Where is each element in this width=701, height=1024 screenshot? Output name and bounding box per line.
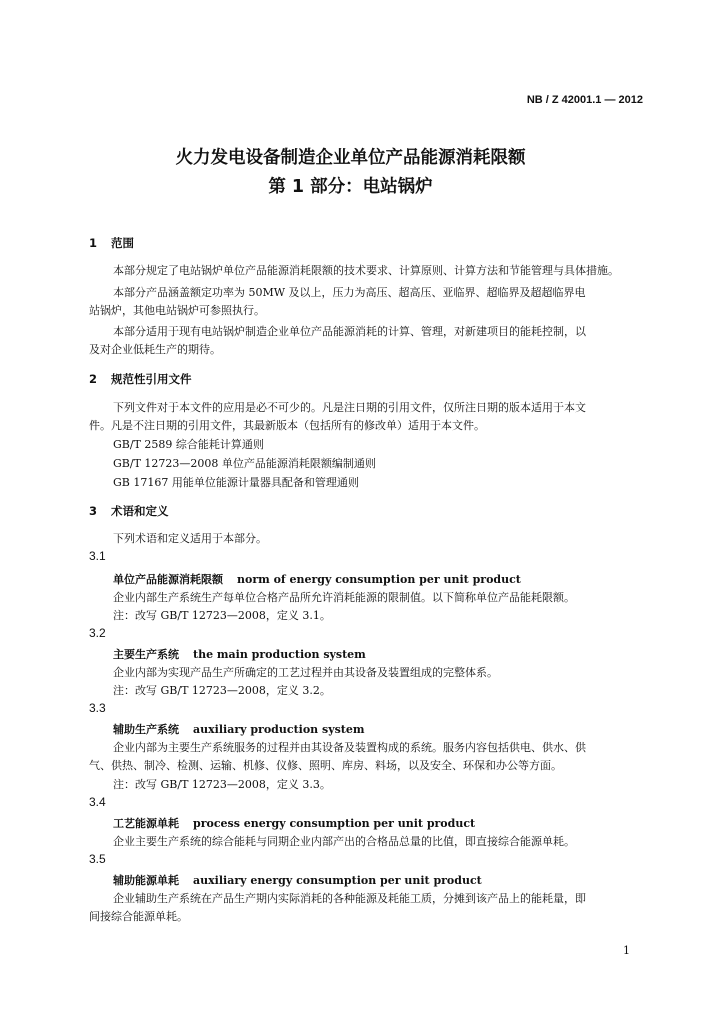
- term-definition-continuation: 间接综合能源单耗。: [89, 910, 188, 923]
- section-number: 2: [89, 372, 98, 386]
- paragraph-continuation: 件。凡是不注日期的引用文件，其最新版本（包括所有的修改单）适用于本文件。: [89, 419, 485, 432]
- paragraph: 下列文件对于本文件的应用是必不可少的。凡是注日期的引用文件，仅所注日期的版本适用于本文: [113, 401, 586, 414]
- term-heading: [113, 721, 365, 737]
- reference-item: GB/T 12723—2008 单位产品能源消耗限额编制通则: [113, 457, 376, 470]
- term-note: 注：改写 GB/T 12723—2008，定义 3.3。: [113, 778, 331, 791]
- term-en: auxiliary production system: [193, 723, 365, 736]
- term-number: 3.2: [89, 626, 106, 640]
- section-title: 规范性引用文件: [111, 372, 192, 386]
- term-en: norm of energy consumption per unit product: [237, 573, 521, 586]
- section-2-heading: [89, 371, 192, 387]
- section-title: 术语和定义: [111, 504, 169, 518]
- section-number: 3: [89, 504, 98, 518]
- term-en: the main production system: [193, 648, 366, 661]
- term-note: 注：改写 GB/T 12723—2008，定义 3.1。: [113, 609, 331, 622]
- section-title: 范围: [111, 236, 134, 250]
- reference-item: GB/T 2589 综合能耗计算通则: [113, 438, 264, 451]
- paragraph: 下列术语和定义适用于本部分。: [113, 532, 267, 545]
- section-number: 1: [89, 236, 98, 250]
- term-number: 3.4: [89, 795, 106, 809]
- paragraph-continuation: 及对企业低耗生产的期待。: [89, 343, 221, 356]
- term-number: 3.3: [89, 701, 106, 715]
- paragraph-continuation: 站锅炉，其他电站锅炉可参照执行。: [89, 304, 265, 317]
- term-definition: 企业内部为主要生产系统服务的过程并由其设备及装置构成的系统。服务内容包括供电、供水、供: [113, 741, 586, 754]
- term-number: 3.1: [89, 549, 106, 563]
- term-en: process energy consumption per unit product: [193, 817, 476, 830]
- term-cn: 辅助生产系统: [113, 723, 179, 736]
- section-3-heading: [89, 503, 169, 519]
- term-definition: 企业内部为实现产品生产所确定的工艺过程并由其设备及装置组成的完整体系。: [113, 666, 498, 679]
- term-cn: 辅助能源单耗: [113, 874, 179, 887]
- page-number: 1: [623, 944, 630, 957]
- term-definition: 企业主要生产系统的综合能耗与同期企业内部产出的合格品总量的比值，即直接综合能源单耗。: [113, 835, 575, 848]
- paragraph: 本部分规定了电站锅炉单位产品能源消耗限额的技术要求、计算原则、计算方法和节能管理与具体措施。: [113, 264, 619, 277]
- term-definition: 企业辅助生产系统在产品生产期内实际消耗的各种能源及耗能工质，分摊到该产品上的能耗量，即: [113, 892, 586, 905]
- term-heading: [113, 815, 475, 831]
- document-title-line2: 第 1 部分：电站锅炉: [268, 177, 433, 197]
- term-number: 3.5: [89, 852, 106, 866]
- term-en: auxiliary energy consumption per unit product: [193, 874, 482, 887]
- term-note: 注：改写 GB/T 12723—2008，定义 3.2。: [113, 684, 331, 697]
- document-title-line1: 火力发电设备制造企业单位产品能源消耗限额: [175, 148, 526, 168]
- standard-code: NB / Z 42001.1 — 2012: [526, 94, 643, 106]
- term-heading: [113, 646, 366, 662]
- paragraph: 本部分产品涵盖额定功率为 50MW 及以上，压力为高压、超高压、亚临界、超临界及超超临界电: [113, 286, 586, 299]
- term-definition: 企业内部生产系统生产每单位合格产品所允许消耗能源的限制值。以下简称单位产品能耗限额。: [113, 591, 575, 604]
- term-cn: 单位产品能源消耗限额: [113, 573, 223, 586]
- term-definition-continuation: 气、供热、制冷、检测、运输、机修、仪修、照明、库房、料场，以及安全、环保和办公等方面。: [89, 759, 562, 772]
- term-heading: [113, 872, 482, 888]
- paragraph: 本部分适用于现有电站锅炉制造企业单位产品能源消耗的计算、管理，对新建项目的能耗控制，以: [113, 325, 586, 338]
- section-1-heading: [89, 235, 134, 251]
- term-cn: 工艺能源单耗: [113, 817, 179, 830]
- term-cn: 主要生产系统: [113, 648, 179, 661]
- reference-item: GB 17167 用能单位能源计量器具配备和管理通则: [113, 476, 359, 489]
- term-heading: [113, 571, 521, 587]
